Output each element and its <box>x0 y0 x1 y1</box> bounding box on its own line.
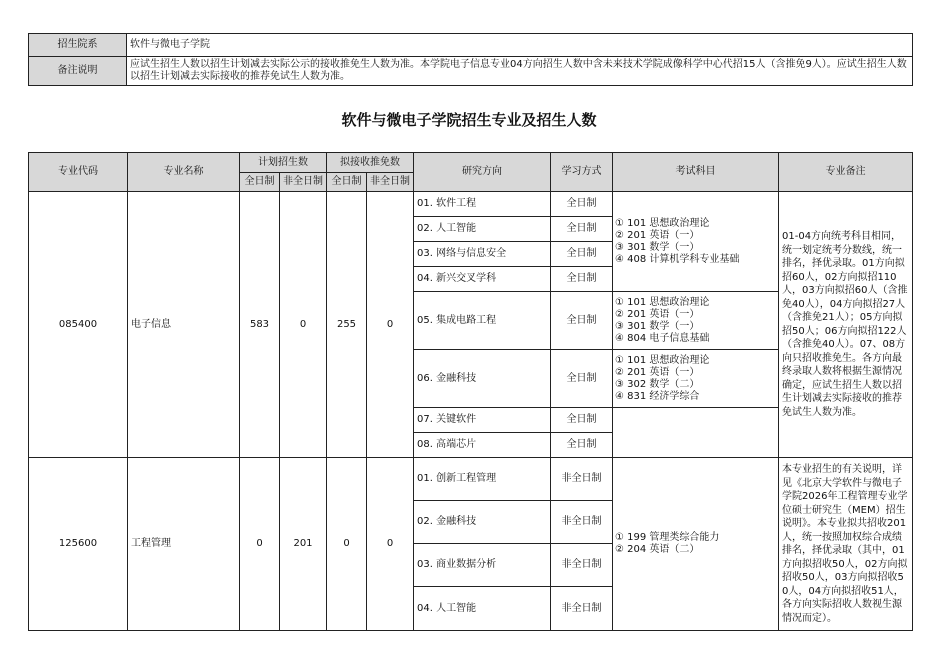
direction-name: 05. 集成电路工程 <box>414 292 551 350</box>
header-tuimian: 拟接收推免数 <box>327 153 414 173</box>
exam-empty <box>613 408 779 433</box>
tuimian-fulltime: 255 <box>327 192 367 458</box>
study-mode: 非全日制 <box>551 544 613 587</box>
major-remark: 01-04方向统考科目相同，统一划定统考分数线，统一排名，择优录取。01方向拟招60人，02方向拟招110人，03方向拟招60人（含推免40人），04方向拟招27人（含推免21人）；05方向拟招50人；06方向拟招122人（含推免40人）。07、08方向只招收推免生。各方向最终录取人数将根据生源情况确定，应试生招生人数以招生计划减去实际接收的推荐免试生人数为准。 <box>779 192 913 458</box>
tuimian-fulltime: 0 <box>327 458 367 631</box>
header-direction: 研究方向 <box>414 153 551 192</box>
study-mode: 非全日制 <box>551 458 613 501</box>
header-mode: 学习方式 <box>551 153 613 192</box>
header-name: 专业名称 <box>128 153 240 192</box>
study-mode: 全日制 <box>551 267 613 292</box>
exam-empty <box>613 433 779 458</box>
header-code: 专业代码 <box>29 153 128 192</box>
exam-subject: ② 201 英语（一） <box>615 229 700 241</box>
exam-subjects <box>613 458 779 631</box>
exam-subject: ② 201 英语（一） <box>615 308 700 320</box>
exam-subject: ① 101 思想政治理论 <box>615 296 710 308</box>
direction-name: 02. 金融科技 <box>414 501 551 544</box>
study-mode: 非全日制 <box>551 501 613 544</box>
majors-table <box>28 152 913 631</box>
study-mode: 全日制 <box>551 217 613 242</box>
major-remark: 本专业招生的有关说明，详见《北京大学软件与微电子学院2026年工程管理专业学位硕士研究生（MEM）招生说明》。本专业拟共招收201人，统一按照加权综合成绩排名，择优录取（其中，01方向拟招收50人，02方向拟招收50人，03方向拟招收50人，04方向拟招收51人，各方向实际招收人数视生源情况而定）。 <box>779 458 913 631</box>
plan-parttime: 201 <box>280 458 327 631</box>
study-mode: 全日制 <box>551 242 613 267</box>
info-table <box>28 33 913 86</box>
exam-subjects <box>613 292 779 350</box>
plan-fulltime: 0 <box>240 458 280 631</box>
exam-subject: ③ 301 数学（一） <box>615 241 700 253</box>
header-tm-fulltime: 全日制 <box>327 173 367 192</box>
direction-name: 04. 新兴交叉学科 <box>414 267 551 292</box>
exam-subject: ① 101 思想政治理论 <box>615 354 710 366</box>
plan-fulltime: 583 <box>240 192 280 458</box>
major-code: 085400 <box>29 192 128 458</box>
header-tm-parttime: 非全日制 <box>367 173 414 192</box>
major-name: 工程管理 <box>128 458 240 631</box>
direction-name: 02. 人工智能 <box>414 217 551 242</box>
major-name: 电子信息 <box>128 192 240 458</box>
page-title: 软件与微电子学院招生专业及招生人数 <box>341 111 597 129</box>
header-plan: 计划招生数 <box>240 153 327 173</box>
exam-subject: ① 101 思想政治理论 <box>615 217 710 229</box>
tuimian-parttime: 0 <box>367 458 414 631</box>
direction-name: 03. 商业数据分析 <box>414 544 551 587</box>
header-exam: 考试科目 <box>613 153 779 192</box>
exam-subject: ③ 301 数学（一） <box>615 320 700 332</box>
exam-subjects <box>613 350 779 408</box>
header-remark: 专业备注 <box>779 153 913 192</box>
direction-name: 07. 关键软件 <box>414 408 551 433</box>
exam-subject: ④ 804 电子信息基础 <box>615 332 710 344</box>
plan-parttime: 0 <box>280 192 327 458</box>
exam-subjects <box>613 192 779 292</box>
table-row <box>29 458 913 501</box>
direction-name: 03. 网络与信息安全 <box>414 242 551 267</box>
direction-name: 04. 人工智能 <box>414 587 551 631</box>
exam-subject: ② 201 英语（一） <box>615 366 700 378</box>
dept-label: 招生院系 <box>29 34 127 57</box>
exam-subject: ③ 302 数学（二） <box>615 378 700 390</box>
major-code: 125600 <box>29 458 128 631</box>
study-mode: 全日制 <box>551 408 613 433</box>
header-plan-parttime: 非全日制 <box>280 173 327 192</box>
exam-subject: ④ 408 计算机学科专业基础 <box>615 253 740 265</box>
direction-name: 01. 创新工程管理 <box>414 458 551 501</box>
study-mode: 全日制 <box>551 192 613 217</box>
exam-subject: ④ 831 经济学综合 <box>615 390 700 402</box>
study-mode: 全日制 <box>551 292 613 350</box>
header-plan-fulltime: 全日制 <box>240 173 280 192</box>
direction-name: 01. 软件工程 <box>414 192 551 217</box>
note-value: 应试生招生人数以招生计划减去实际公示的接收推免生人数为准。本学院电子信息专业04方向招生人数中含未来技术学院成像科学中心代招15人（含推免9人）。应试生招生人数以招生计划减去实际接收的推荐免试生人数为准。 <box>127 57 913 86</box>
note-label: 备注说明 <box>29 57 127 86</box>
direction-name: 06. 金融科技 <box>414 350 551 408</box>
study-mode: 非全日制 <box>551 587 613 631</box>
tuimian-parttime: 0 <box>367 192 414 458</box>
dept-value: 软件与微电子学院 <box>127 34 913 57</box>
direction-name: 08. 高端芯片 <box>414 433 551 458</box>
study-mode: 全日制 <box>551 350 613 408</box>
table-row <box>29 192 913 217</box>
study-mode: 全日制 <box>551 433 613 458</box>
exam-subject: ① 199 管理类综合能力 <box>615 532 720 543</box>
exam-subject: ② 204 英语（二） <box>615 544 700 555</box>
